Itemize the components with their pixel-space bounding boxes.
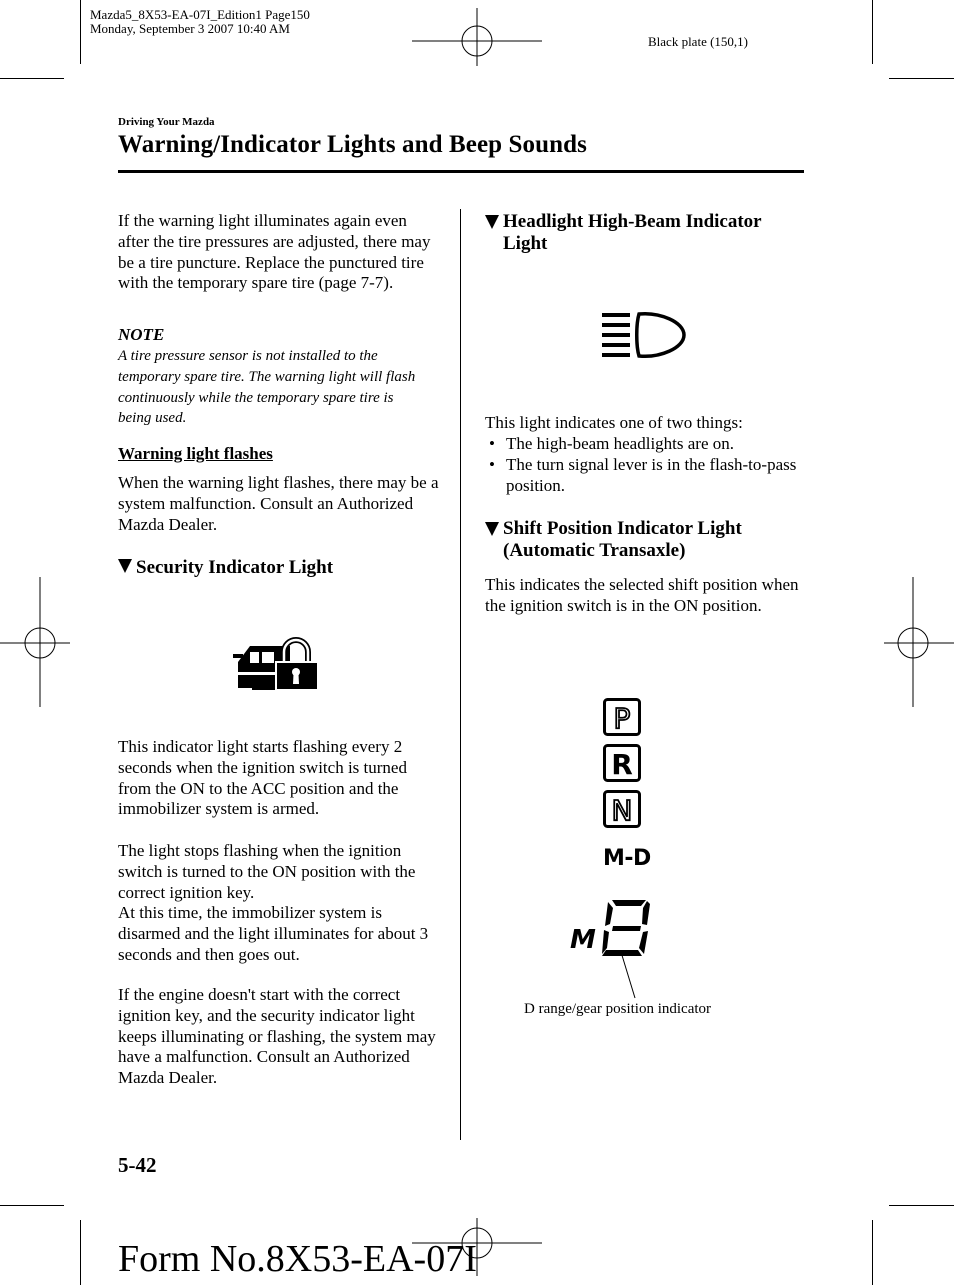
list-item: • The high-beam headlights are on. [485, 434, 803, 455]
registration-mark-top [412, 8, 542, 66]
list-item: • The turn signal lever is in the flash-to-pass position. [485, 455, 803, 497]
gear-segment-display-icon [598, 898, 652, 958]
shift-paragraph: This indicates the selected shift position when the ignition switch is in the ON position. [485, 575, 799, 615]
triangle-marker-icon [485, 522, 499, 536]
security-paragraph-2: The light stops flashing when the ignition switch is turned to the ON position with the correct ignition key. [118, 841, 416, 902]
print-date-info: Monday, September 3 2007 10:40 AM [90, 21, 290, 36]
security-paragraph-1: This indicator light starts flashing every 2 seconds when the ignition switch is turned from the ON to the ACC position and the immobilizer system is armed. [118, 737, 407, 819]
neutral-indicator-icon [603, 790, 641, 828]
highbeam-heading [485, 211, 805, 255]
car-padlock-icon [232, 632, 320, 692]
intro-paragraph: If the warning light illuminates again even after the tire pressures are adjusted, there may be a tire puncture. Replace the punctured tire with the temporary spare tire (page 7-7). [118, 211, 431, 293]
column-divider [460, 209, 461, 1140]
gear-indicator-caption: D range/gear position indicator [524, 1001, 712, 1017]
plate-label: Black plate (150,1) [648, 34, 748, 49]
security-heading [118, 557, 333, 579]
shift-heading-line-2: (Automatic Transaxle) [503, 540, 686, 561]
shift-heading-line-1: Shift Position Indicator Light [503, 518, 742, 539]
crop-mark [0, 1205, 64, 1206]
note-title: NOTE [118, 325, 165, 344]
triangle-marker-icon [118, 559, 132, 573]
shift-heading-text [503, 518, 742, 562]
reverse-indicator-icon [603, 744, 641, 782]
crop-mark [80, 1220, 81, 1285]
title-rule [118, 170, 804, 173]
neutral-indicator-letter: N [611, 794, 633, 827]
shift-heading [485, 518, 805, 562]
triangle-marker-icon [485, 215, 499, 229]
park-indicator-letter: P [613, 702, 631, 735]
highbeam-heading-text [503, 211, 762, 255]
crop-mark [0, 78, 64, 79]
crop-mark [889, 1205, 954, 1206]
caption-leader-line [618, 950, 638, 1000]
page-number: 5-42 [118, 1153, 157, 1177]
security-paragraph-2b: At this time, the immobilizer system is disarmed and the light illuminates for about 3 seconds and then goes out. [118, 903, 429, 964]
highbeam-heading-line-1: Headlight High-Beam Indicator [503, 211, 762, 232]
form-number: Form No.8X53-EA-07I [118, 1238, 477, 1280]
registration-mark-left [0, 577, 70, 707]
warning-flash-text: When the warning light flashes, there may be a system malfunction. Consult an Authorized Mazda Dealer. [118, 473, 439, 534]
crop-mark [889, 78, 954, 79]
security-heading-text: Security Indicator Light [136, 557, 334, 578]
highbeam-heading-line-2: Light [503, 233, 548, 254]
security-paragraph-3: If the engine doesn't start with the correct ignition key, and the security indicator light keeps illuminating or flashing, the system may have a malfunction. Consult an Authorized Mazda Dealer. [118, 985, 436, 1088]
highbeam-bullet-list [485, 434, 803, 496]
print-file-info: Mazda5_8X53-EA-07I_Edition1 Page150 [90, 7, 310, 22]
registration-mark-right [884, 577, 954, 707]
high-beam-icon [600, 310, 688, 360]
manual-mode-indicator: M [570, 925, 596, 955]
page-title: Warning/Indicator Lights and Beep Sounds [118, 131, 587, 158]
manual-drive-indicator: M-D [603, 846, 651, 871]
highbeam-intro: This light indicates one of two things: [485, 413, 743, 432]
section-label: Driving Your Mazda [118, 116, 215, 128]
note-text: A tire pressure sensor is not installed to the temporary spare tire. The warning light will flash continuously while the temporary spare tire is being used. [118, 348, 416, 427]
reverse-indicator-letter: R [611, 748, 633, 781]
crop-mark [872, 0, 873, 64]
crop-mark [872, 1220, 873, 1285]
park-indicator-icon [603, 698, 641, 736]
warning-flash-heading: Warning light flashes [118, 444, 273, 463]
crop-mark [80, 0, 81, 64]
